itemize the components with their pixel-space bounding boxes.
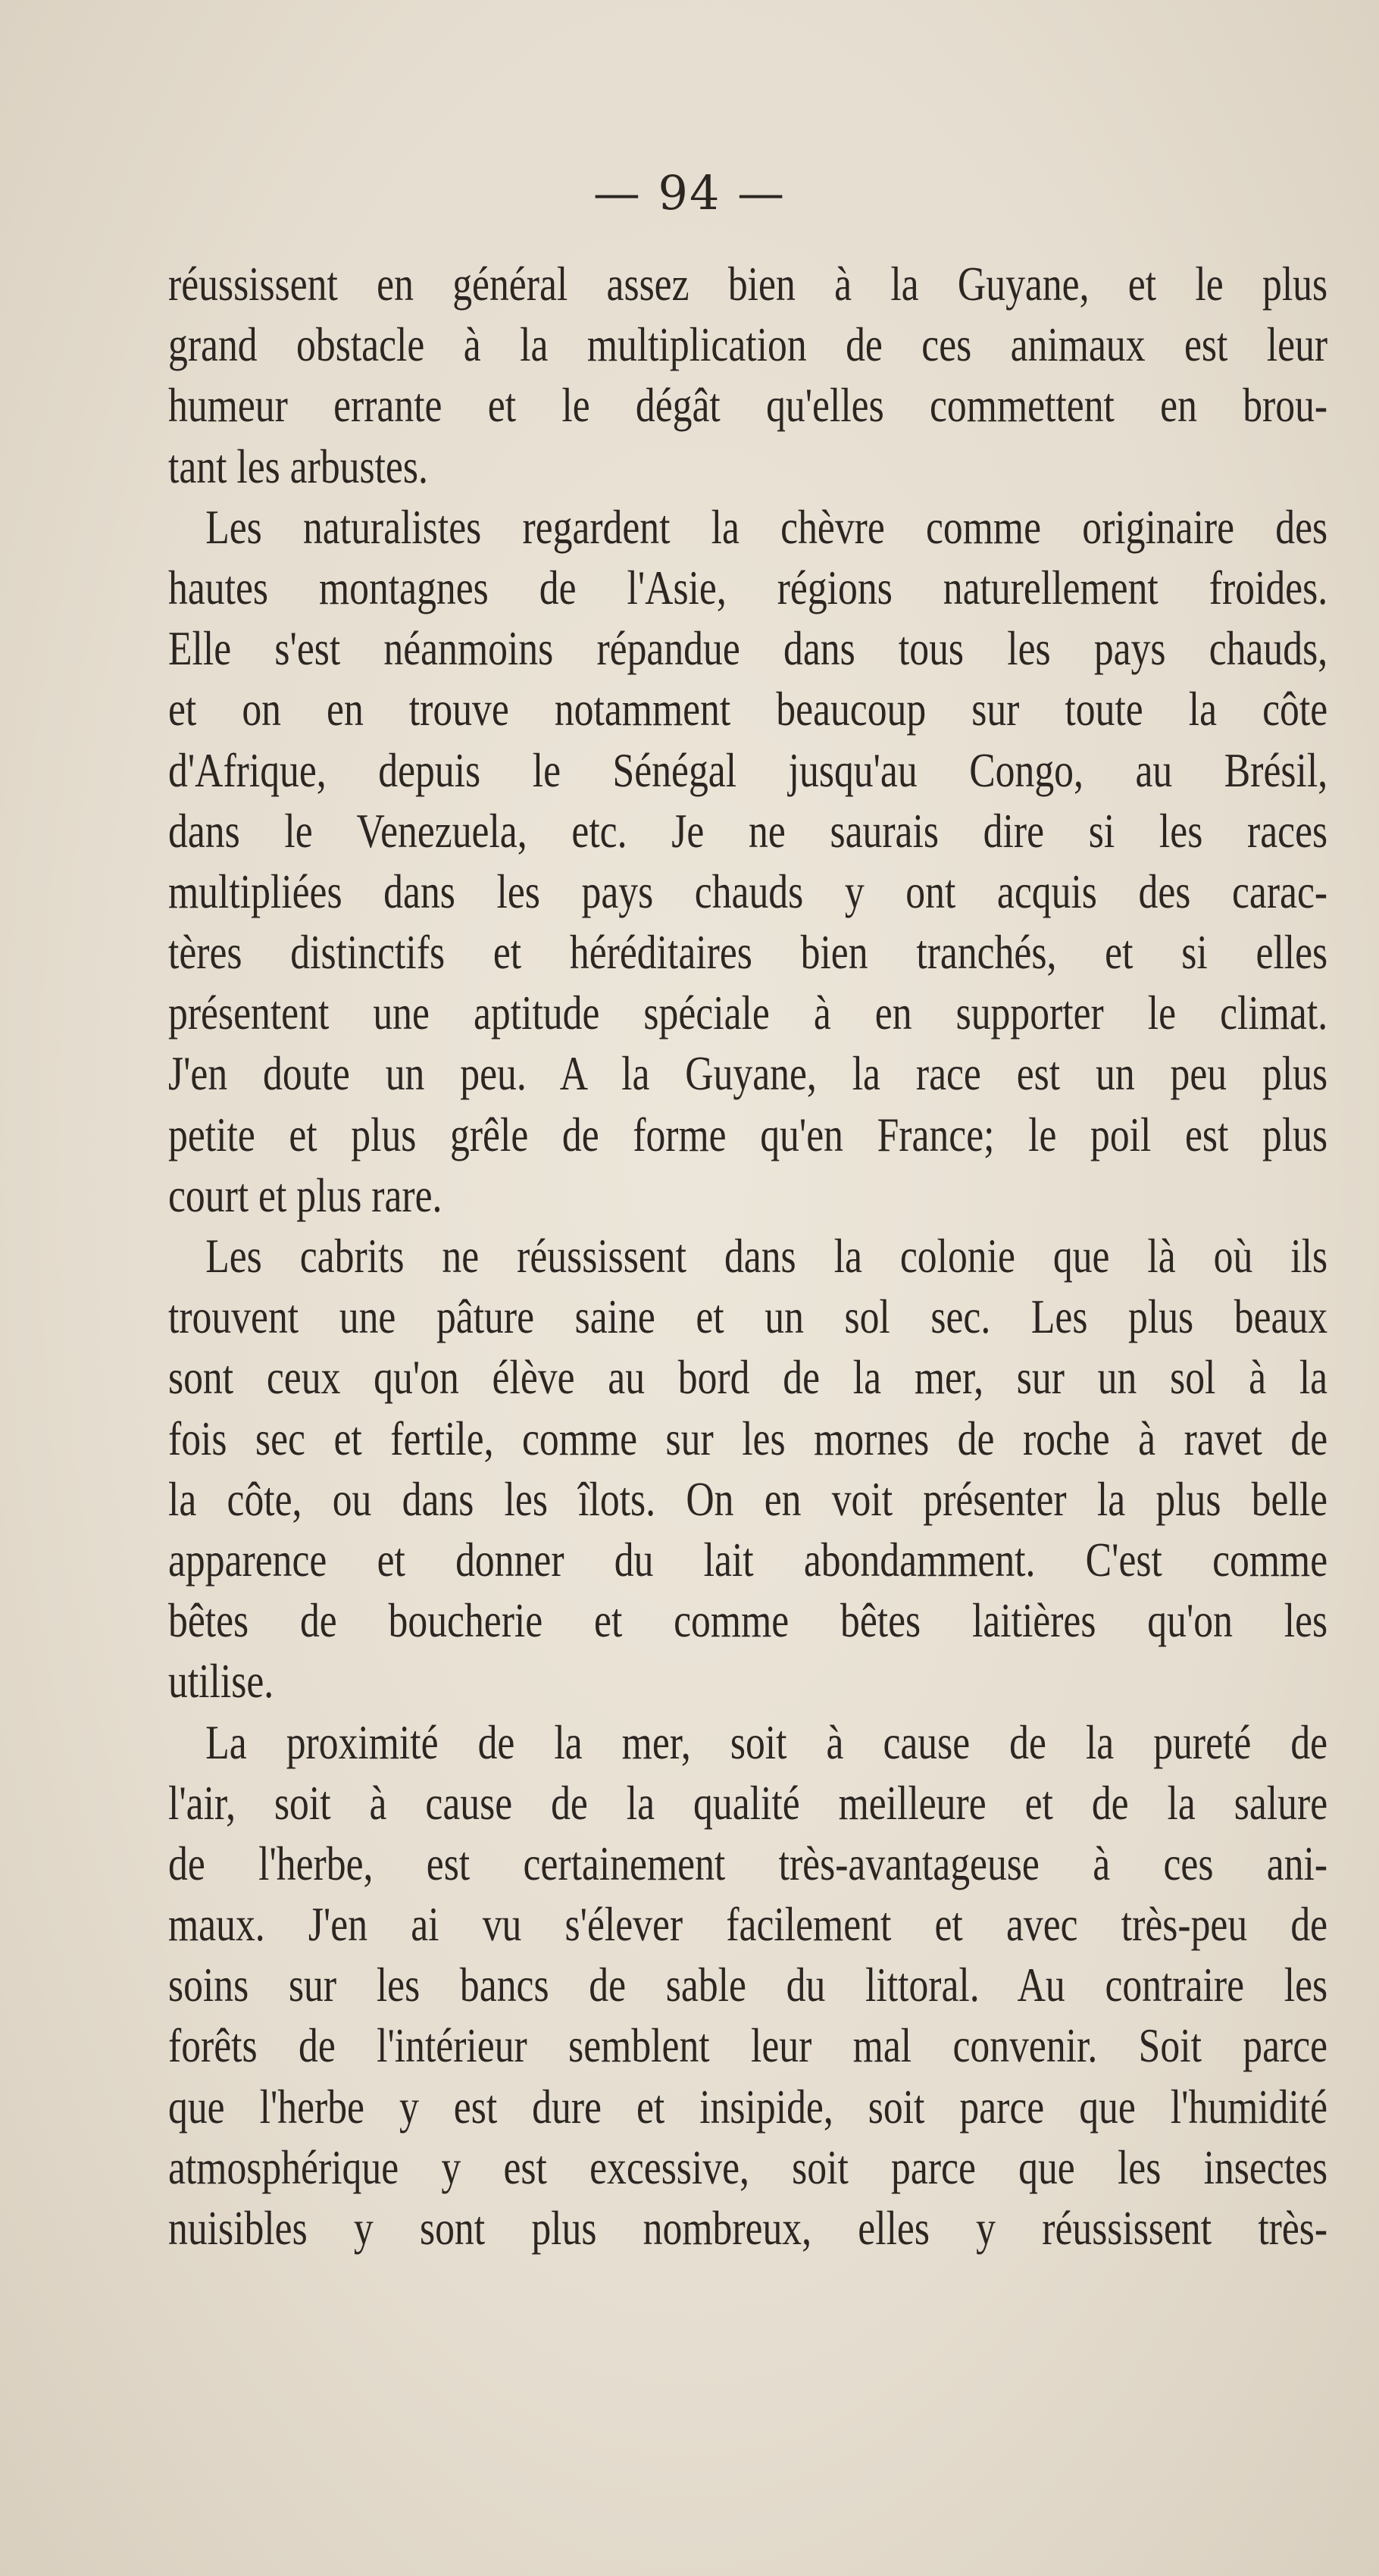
page-number: — 94 — (593, 165, 786, 220)
text-line: atmosphérique y est excessive, soit parce que les insectes (168, 2140, 1328, 2194)
text-line: tères distinctifs et héréditaires bien tranchés, et si elles (168, 926, 1328, 980)
text-line: J'en doute un peu. A la Guyane, la race est un peu plus (168, 1047, 1328, 1101)
text-line: que l'herbe y est dure et insipide, soit parce que l'humidité (168, 2080, 1328, 2134)
text-line: l'air, soit à cause de la qualité meilleure et de la salure (168, 1776, 1328, 1830)
text-line: humeur errante et le dégât qu'elles commettent en brou- (168, 379, 1328, 433)
text-line: d'Afrique, depuis le Sénégal jusqu'au Congo, au Brésil, (168, 743, 1328, 797)
text-line: petite et plus grêle de forme qu'en France; le poil est plus (168, 1108, 1328, 1161)
text-line: grand obstacle à la multiplication de ces animaux est leur (168, 318, 1328, 372)
text-line: court et plus rare. (168, 1168, 442, 1222)
text-line: Les cabrits ne réussissent dans la colonie que là où ils (205, 1230, 1328, 1283)
text-line: soins sur les bancs de sable du littoral. Au contraire les (168, 1959, 1328, 2012)
text-line: La proximité de la mer, soit à cause de la pureté de (205, 1715, 1328, 1769)
text-line: apparence et donner du lait abondamment. C'est comme (168, 1533, 1328, 1587)
text-line: la côte, ou dans les îlots. On en voit présenter la plus belle (168, 1472, 1328, 1526)
text-line: hautes montagnes de l'Asie, régions naturellement froides. (168, 561, 1328, 614)
text-line: fois sec et fertile, comme sur les mornes de roche à ravet de (168, 1411, 1328, 1465)
text-line: forêts de l'intérieur semblent leur mal convenir. Soit parce (168, 2019, 1328, 2073)
text-line: présentent une aptitude spéciale à en supporter le climat. (168, 986, 1328, 1040)
text-line: dans le Venezuela, etc. Je ne saurais dire si les races (168, 804, 1328, 858)
text-line: réussissent en général assez bien à la Guyane, et le plus (168, 258, 1328, 311)
text-line: de l'herbe, est certainement très-avantageuse à ces ani- (168, 1837, 1328, 1890)
text-line: utilise. (168, 1655, 274, 1708)
body-text (168, 254, 1327, 2259)
text-line: Les naturalistes regardent la chèvre comme originaire des (205, 500, 1328, 554)
text-line: maux. J'en ai vu s'élever facilement et avec très-peu de (168, 1898, 1328, 1952)
text-line: sont ceux qu'on élève au bord de la mer, sur un sol à la (168, 1351, 1328, 1405)
text-line: bêtes de boucherie et comme bêtes laitières qu'on les (168, 1594, 1328, 1648)
text-line: multipliées dans les pays chauds y ont acquis des carac- (168, 864, 1328, 918)
text-line: trouvent une pâture saine et un sol sec. Les plus beaux (168, 1290, 1328, 1344)
text-line: tant les arbustes. (168, 439, 428, 493)
text-line: Elle s'est néanmoins répandue dans tous les pays chauds, (168, 622, 1328, 676)
text-line: nuisibles y sont plus nombreux, elles y réussissent très- (168, 2202, 1328, 2255)
text-line: et on en trouve notamment beaucoup sur toute la côte (168, 683, 1328, 736)
